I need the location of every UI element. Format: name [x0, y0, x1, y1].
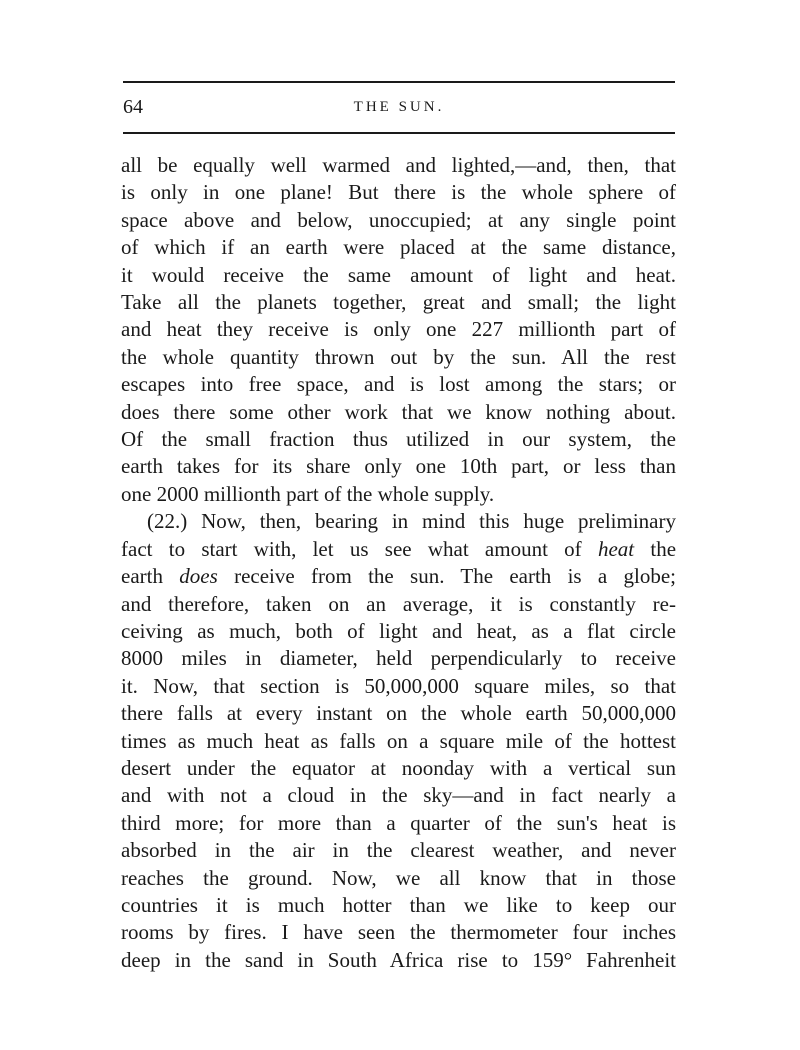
- page-number: 64: [123, 96, 143, 118]
- header-top-rule: [123, 81, 675, 83]
- text-line: the whole quantity thrown out by the sun. All the rest: [121, 344, 676, 369]
- text-segment: receive from the sun. The earth is a globe;: [234, 564, 676, 589]
- running-head: [123, 96, 675, 122]
- text-line: it would receive the same amount of light and heat.: [121, 262, 676, 287]
- text-line: deep in the sand in South Africa rise to 159° Fahrenheit: [121, 947, 676, 972]
- text-line: and therefore, taken on an average, it is constantly re-: [121, 591, 676, 616]
- paragraph-first-line: (22.) Now, then, bearing in mind this huge preliminary: [147, 509, 676, 534]
- text-line: Take all the planets together, great and small; the light: [121, 290, 676, 315]
- text-line: escapes into free space, and is lost among the stars; or: [121, 372, 676, 397]
- text-line: is only in one plane! But there is the whole sphere of: [121, 180, 676, 205]
- text-line: times as much heat as falls on a square mile of the hottest: [121, 728, 676, 753]
- text-line: third more; for more than a quarter of the sun's heat is: [121, 810, 676, 835]
- text-line: it. Now, that section is 50,000,000 square miles, so that: [121, 673, 676, 698]
- text-line: reaches the ground. Now, we all know that in those: [121, 865, 676, 890]
- text-line: 8000 miles in diameter, held perpendicularly to receive: [121, 646, 676, 671]
- text-line: and with not a cloud in the sky—and in fact nearly a: [121, 783, 676, 808]
- text-line: and heat they receive is only one 227 millionth part of: [121, 317, 676, 342]
- page-body: [121, 152, 676, 974]
- text-line: space above and below, unoccupied; at any single point: [121, 207, 676, 232]
- emphasis-heat: heat: [597, 536, 635, 561]
- text-segment: earth: [121, 564, 163, 589]
- text-segment: the: [650, 536, 677, 561]
- text-line: of which if an earth were placed at the same distance,: [121, 235, 676, 260]
- text-line: does there some other work that we know nothing about.: [121, 399, 676, 424]
- running-title: THE SUN.: [353, 99, 445, 115]
- text-line: there falls at every instant on the whole earth 50,000,000: [121, 701, 676, 726]
- text-line: ceiving as much, both of light and heat, as a flat circle: [121, 618, 676, 643]
- text-line: all be equally well warmed and lighted,—and, then, that: [121, 153, 676, 177]
- text-line: countries it is much hotter than we like to keep our: [121, 892, 676, 917]
- text-line: desert under the equator at noonday with a vertical sun: [121, 755, 676, 780]
- text-line: earth takes for its share only one 10th part, or less than: [121, 454, 676, 479]
- text-line: rooms by fires. I have seen the thermometer four inches: [121, 920, 676, 945]
- header-bottom-rule: [123, 132, 675, 134]
- text-line: absorbed in the air in the clearest weather, and never: [121, 838, 676, 863]
- text-segment: fact to start with, let us see what amount of: [121, 536, 582, 561]
- text-line: one 2000 millionth part of the whole supply.: [121, 481, 495, 506]
- emphasis-does: does: [179, 564, 218, 589]
- text-line: Of the small fraction thus utilized in our system, the: [121, 427, 676, 452]
- text-line-with-emphasis: [121, 563, 676, 590]
- text-line-with-emphasis: [121, 536, 676, 563]
